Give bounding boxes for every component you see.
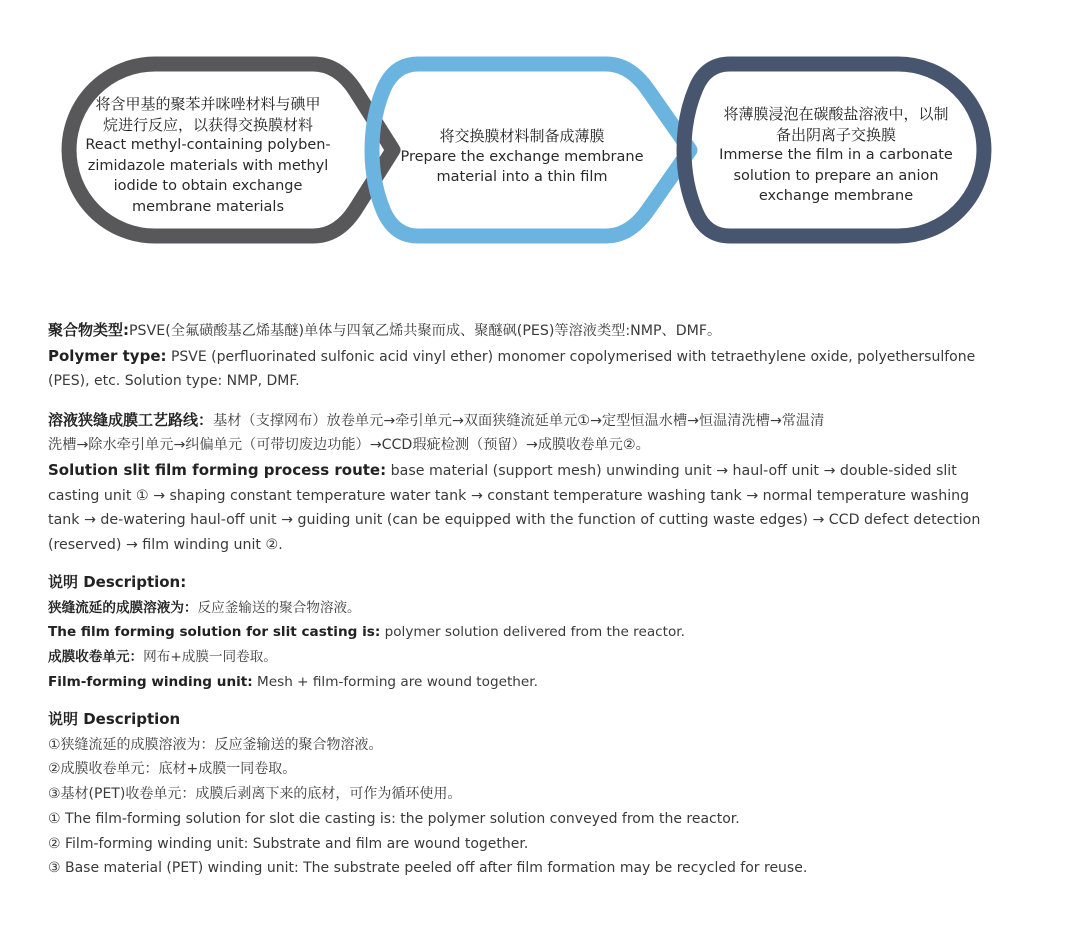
polymer-en-text1: PSVE (perfluorinated sulfonic acid vinyl ether) monomer copolymerised with tetraethylene oxide, polyethersulfone xyxy=(166,348,976,365)
route-cn-label: 溶液狭缝成膜工艺路线： xyxy=(48,410,214,429)
polymer-section xyxy=(48,318,998,394)
route-section xyxy=(48,408,998,558)
desc2-title xyxy=(48,707,998,733)
desc1-line2 xyxy=(48,620,998,645)
step1-en-line1: React methyl-containing polyben- xyxy=(85,137,331,153)
route-en-line3: tank → de-watering haul-off unit → guiding unit (can be equipped with the function of cutting waste edges) → CCD defect detection xyxy=(48,512,981,529)
desc2-item: ③ Base material (PET) winding unit: The substrate peeled off after film formation may be recycled for reuse. xyxy=(48,860,808,877)
route-en-line2: casting unit ① → shaping constant temperature water tank → constant temperature washing tank → normal temperature washing xyxy=(48,487,970,504)
description-section-1 xyxy=(48,570,998,695)
step1-en-line4: membrane materials xyxy=(131,198,285,215)
step2-en-line1: Prepare the exchange membrane xyxy=(400,148,644,165)
polymer-en-line1 xyxy=(48,344,998,370)
step3-cn-line2: 备出阴离子交换膜 xyxy=(775,125,896,144)
route-en-text1: base material (support mesh) unwinding unit → haul-off unit → double-sided slit xyxy=(386,462,957,479)
desc1-line4-text: Mesh + film-forming are wound together. xyxy=(252,673,538,690)
route-en-line4: (reserved) → film winding unit ②. xyxy=(48,537,283,554)
desc1-line1-text: 反应釜输送的聚合物溶液。 xyxy=(197,599,361,616)
step2-cn-line1: 将交换膜材料制备成薄膜 xyxy=(439,127,605,145)
desc1-line1-label: 狭缝流延的成膜溶液为： xyxy=(48,599,198,616)
step1-en-line2: zimidazole materials with methyl xyxy=(87,157,329,174)
polymer-cn-line xyxy=(48,318,998,344)
document-body xyxy=(48,318,998,881)
step3-cn-line1: 将薄膜浸泡在碳酸盐溶液中，以制 xyxy=(723,105,949,123)
process-flow-diagram xyxy=(0,0,1080,290)
desc1-line1 xyxy=(48,596,998,621)
step3-text xyxy=(700,104,972,207)
desc1-title xyxy=(48,570,998,596)
route-cn-line1 xyxy=(48,408,998,434)
route-cn-text1: 基材（支撑网布）放卷单元→牵引单元→双面狭缝流延单元①→定型恒温水槽→恒温清洗槽→常温清 xyxy=(213,412,825,429)
route-en-line1 xyxy=(48,458,998,484)
desc2-item: ② Film-forming winding unit: Substrate and film are wound together. xyxy=(48,835,529,852)
polymer-en-label: Polymer type: xyxy=(48,346,167,365)
desc1-line2-label: The film forming solution for slit casting is: xyxy=(48,624,381,641)
step3-en-line1: Immerse the film in a carbonate xyxy=(719,147,953,163)
desc2-item: ①狭缝流延的成膜溶液为：反应釜输送的聚合物溶液。 xyxy=(48,736,383,753)
polymer-cn-label: 聚合物类型: xyxy=(48,321,129,339)
route-cn-line2: 洗槽→除水牵引单元→纠偏单元（可带切废边功能）→CCD瑕疵检测（预留）→成膜收卷单元②。 xyxy=(48,437,650,454)
polymer-cn-text: PSVE(全氟磺酸基乙烯基醚)单体与四氧乙烯共聚而成、聚醚砜(PES)等溶液类型:NMP、DMF。 xyxy=(129,323,722,339)
step3-en-line3: exchange membrane xyxy=(758,188,914,204)
desc2-item: ②成膜收卷单元：底材+成膜一同卷取。 xyxy=(48,761,297,778)
step1-cn-line2: 烷进行反应，以获得交换膜材料 xyxy=(102,115,313,134)
desc1-line3 xyxy=(48,645,998,670)
step1-en-line3: iodide to obtain exchange xyxy=(113,178,303,194)
step1-cn-line1: 将含甲基的聚苯并咪唑材料与碘甲 xyxy=(95,95,321,113)
step2-en-line2: material into a thin film xyxy=(436,169,608,185)
polymer-en-line2: (PES), etc. Solution type: NMP, DMF. xyxy=(48,373,300,389)
desc1-line4-label: Film-forming winding unit: xyxy=(48,673,253,690)
desc2-item: ① The film-forming solution for slot die casting is: the polymer solution conveyed from the reactor. xyxy=(48,810,740,827)
desc1-line3-label: 成膜收卷单元： xyxy=(48,649,144,666)
desc1-line2-text: polymer solution delivered from the reactor. xyxy=(380,624,685,641)
desc2-item: ③基材(PET)收卷单元：成膜后剥离下来的底材，可作为循环使用。 xyxy=(48,786,462,803)
step3-en-line2: solution to prepare an anion xyxy=(733,167,939,184)
step1-text xyxy=(72,94,344,217)
step2-text xyxy=(388,126,656,188)
route-en-label: Solution slit film forming process route: xyxy=(48,460,387,479)
desc1-line4 xyxy=(48,670,998,695)
desc1-title-text: 说明 Description: xyxy=(48,572,187,591)
description-section-2 xyxy=(48,707,998,882)
desc1-line3-text: 网布+成膜一同卷取。 xyxy=(143,649,277,666)
desc2-title-text: 说明 Description xyxy=(48,709,181,728)
